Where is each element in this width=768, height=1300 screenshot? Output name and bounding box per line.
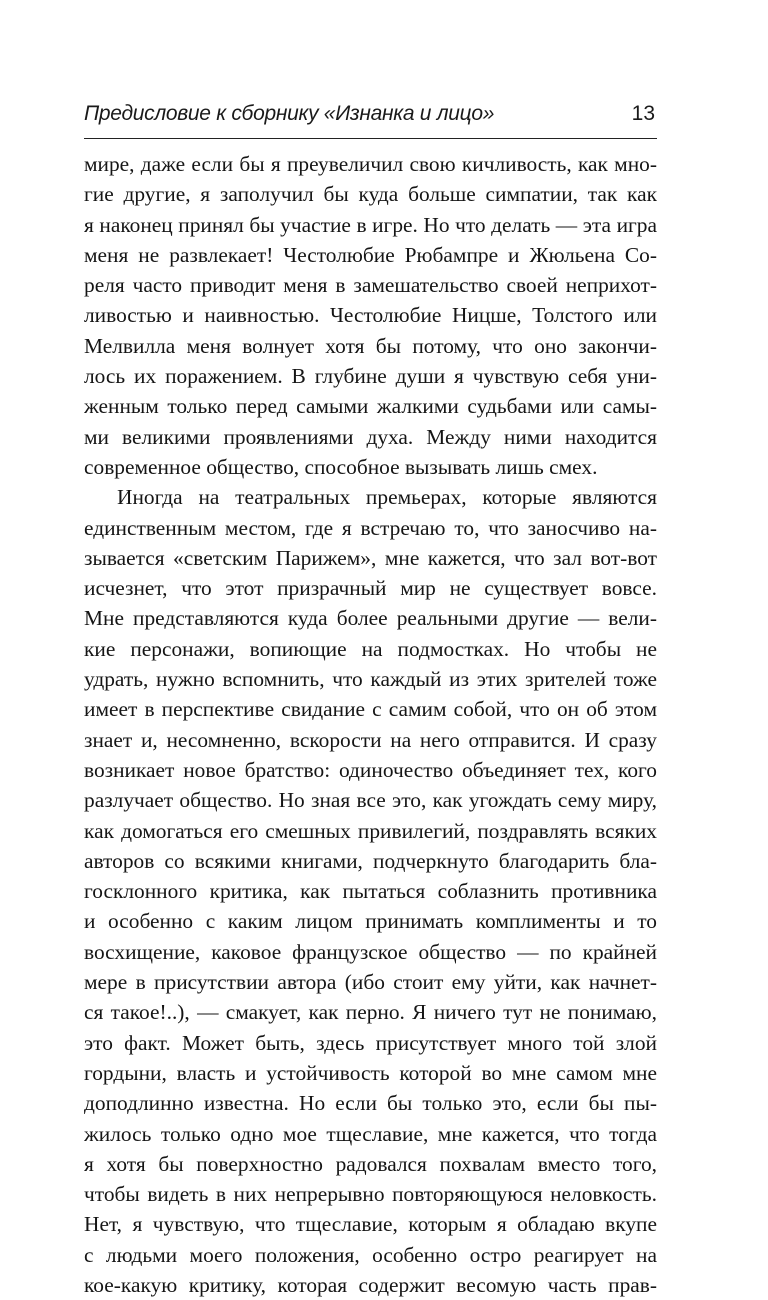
text-line: и особенно с каким лицом принимать комплименты и то xyxy=(84,909,657,934)
page-number: 13 xyxy=(631,102,655,125)
text-line: авторов со всякими книгами, подчеркнуто благодарить бла- xyxy=(84,848,657,873)
text-line: гие другие, я заполучил бы куда больше симпатии, так как xyxy=(84,182,657,207)
text-line: я хотя бы поверхностно радовался похвалам вместо того, xyxy=(84,1151,657,1176)
text-body xyxy=(84,149,657,1300)
text-line: разлучает общество. Но зная все это, как угождать сему миру, xyxy=(84,788,657,813)
text-line: ливостью и наивностью. Честолюбие Ницше, Толстого или xyxy=(84,303,657,328)
text-line: мире, даже если бы я преувеличил свою кичливость, как мно- xyxy=(84,152,657,176)
text-line: женным только перед самыми жалкими судьбами или самы- xyxy=(84,394,657,419)
text-line: имеет в перспективе свидание с самим собой, что он об этом xyxy=(84,697,657,722)
text-line: меня не развлекает! Честолюбие Рюбампре и Жюльена Со- xyxy=(84,242,657,267)
text-line: мере в присутствии автора (ибо стоит ему уйти, как начнет- xyxy=(84,970,657,995)
paragraph xyxy=(84,149,657,482)
running-header xyxy=(84,98,657,139)
text-line: как домогаться его смешных привилегий, поздравлять всяких xyxy=(84,818,657,843)
text-line: чтобы видеть в них непрерывно повторяющуюся неловкость. xyxy=(84,1182,657,1207)
text-line: Мне представляются куда более реальными другие — вели- xyxy=(84,606,657,631)
text-line: кое-какую критику, которая содержит весомую часть прав- xyxy=(84,1272,657,1297)
text-line: кие персонажи, вопиющие на подмостках. Но чтобы не xyxy=(84,636,657,661)
text-line: Нет, я чувствую, что тщеславие, которым я обладаю вкупе xyxy=(84,1212,657,1237)
text-line: ми великими проявлениями духа. Между ними находится xyxy=(84,424,657,449)
text-line: это факт. Может быть, здесь присутствует много той злой xyxy=(84,1030,657,1055)
text-line: исчезнет, что этот призрачный мир не существует вовсе. xyxy=(84,576,657,601)
text-line: гордыни, власть и устойчивость которой во мне самом мне xyxy=(84,1060,657,1085)
text-line: я наконец принял бы участие в игре. Но что делать — эта игра xyxy=(84,212,657,237)
text-line: восхищение, каковое французское общество — по крайней xyxy=(84,939,657,964)
text-line: с людьми моего положения, особенно остро реагирует на xyxy=(84,1242,657,1267)
text-line: жилось только одно мое тщеславие, мне кажется, что тогда xyxy=(84,1121,657,1146)
paragraph xyxy=(84,482,657,1300)
text-line: доподлинно известна. Но если бы только это, если бы пы- xyxy=(84,1091,657,1116)
text-line: госклонного критика, как пытаться соблазнить противника xyxy=(84,879,657,904)
text-line: удрать, нужно вспомнить, что каждый из этих зрителей тоже xyxy=(84,667,657,692)
text-line: Иногда на театральных премьерах, которые являются xyxy=(117,485,657,510)
text-line: единственным местом, где я встречаю то, что заносчиво на- xyxy=(84,515,657,540)
text-line: лось их поражением. В глубине души я чувствую себя уни- xyxy=(84,364,657,389)
text-line: зывается «светским Парижем», мне кажется, что зал вот-вот xyxy=(84,545,657,570)
text-line: современное общество, способное вызывать лишь смех. xyxy=(84,454,598,479)
text-line: реля часто приводит меня в замешательство своей неприхот- xyxy=(84,273,657,298)
text-line: ся такое!..), — смакует, как перно. Я ничего тут не понимаю, xyxy=(84,1000,657,1025)
text-line: возникает новое братство: одиночество объединяет тех, кого xyxy=(84,757,657,782)
text-line: Мелвилла меня волнует хотя бы потому, что оно закончи- xyxy=(84,333,657,358)
header-title: Предисловие к сборнику «Изнанка и лицо» xyxy=(84,102,495,125)
text-line: знает и, несомненно, вскорости на него отправится. И сразу xyxy=(84,727,657,752)
